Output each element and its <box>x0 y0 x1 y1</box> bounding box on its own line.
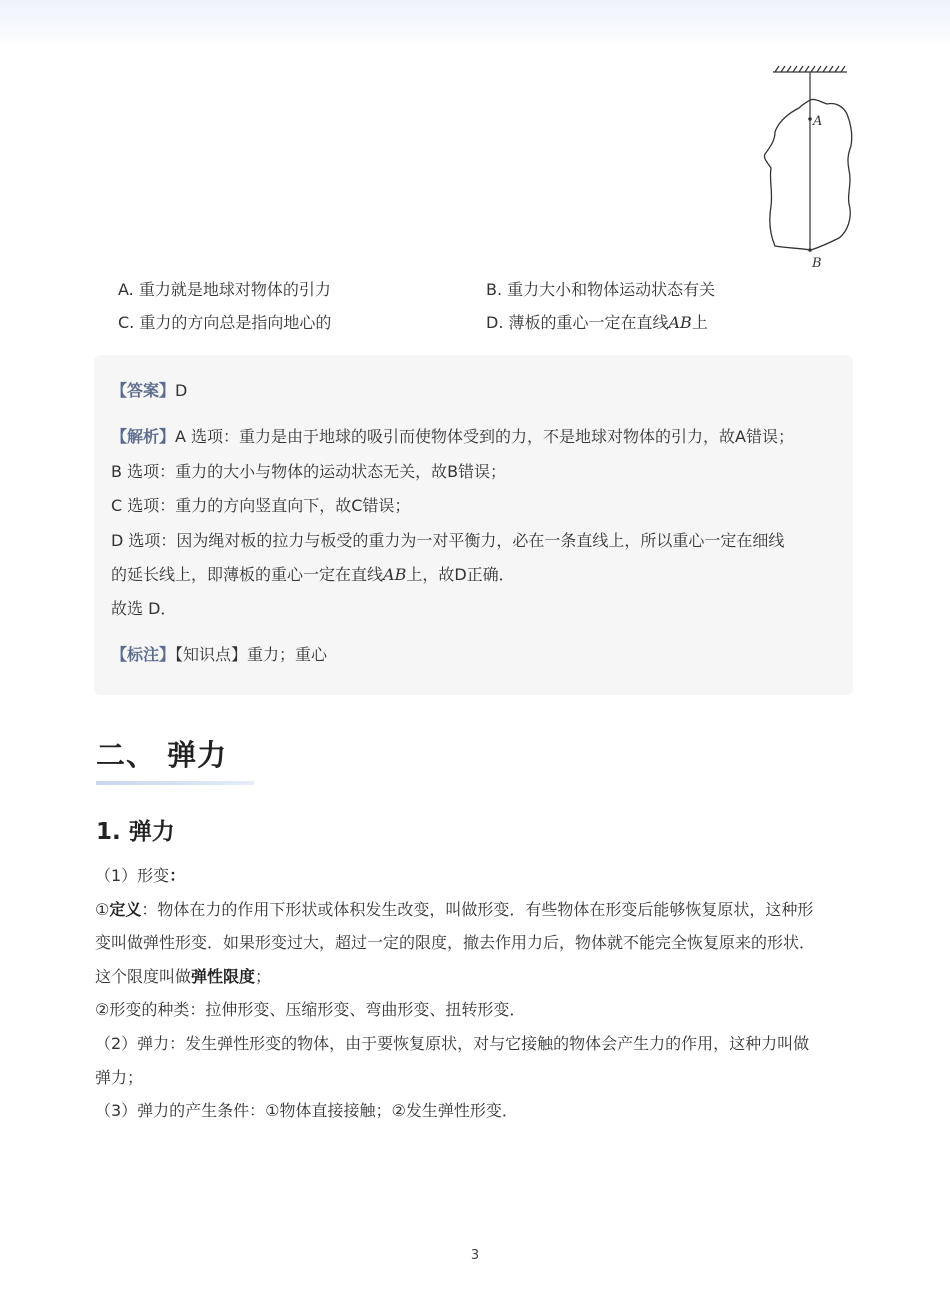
subsection-title: 1. 弹力 <box>96 819 175 845</box>
section-underline <box>96 781 254 785</box>
content-line-4 <box>95 967 271 987</box>
analysis-line-2: B 选项：重力的大小与物体的运动状态无关，故B错误； <box>111 462 507 481</box>
option-d <box>486 313 708 333</box>
answer-panel <box>94 355 853 695</box>
point-a <box>808 117 812 121</box>
content-line-2 <box>95 900 813 920</box>
page-number: 3 <box>470 1248 480 1263</box>
analysis-suffix-5: 上，故D正确． <box>406 565 515 584</box>
content-line-2-text: ：物体在力的作用下形状或体积发生改变，叫做形变．有些物体在形变后能够恢复原状，这种形 <box>141 900 814 919</box>
content-line-2-bold: 定义 <box>109 900 142 919</box>
content-line-1 <box>95 866 185 886</box>
content-line-4-text: 这个限度叫做 <box>95 967 192 986</box>
content-line-7: 弹力； <box>95 1068 144 1087</box>
label-a: A <box>813 114 823 129</box>
answer-line <box>111 381 187 401</box>
label-b: B <box>812 256 822 271</box>
analysis-text-1: A 选项：重力是由于地球的吸引而使物体受到的力，不是地球对物体的引力，故A错误； <box>175 427 794 446</box>
section-title: 二、 弹力 <box>96 738 228 772</box>
content-line-6: （2）弹力：发生弹性形变的物体，由于要恢复原状，对与它接触的物体会产生力的作用，这种力叫做 <box>95 1034 810 1053</box>
content-line-4-bold: 弹性限度 <box>191 967 256 986</box>
analysis-line-5 <box>111 565 515 585</box>
note-line <box>111 645 327 665</box>
option-b: B. 重力大小和物体运动状态有关 <box>486 280 716 299</box>
hanging-plate-figure <box>755 62 865 272</box>
analysis-line-1 <box>111 427 794 447</box>
ceiling-hatch <box>773 66 847 72</box>
analysis-line-3: C 选项：重力的方向竖直向下，故C错误； <box>111 496 411 515</box>
option-d-suffix: 上 <box>691 313 708 332</box>
analysis-line-4: D 选项：因为绳对板的拉力与板受的重力为一对平衡力，必在一条直线上，所以重心一定在细线 <box>111 531 785 550</box>
analysis-math-5: AB <box>383 565 407 584</box>
analysis-text-5: 的延长线上，即薄板的重心一定在直线 <box>111 565 384 584</box>
option-d-text: D. 薄板的重心一定在直线 <box>486 313 669 332</box>
option-a: A. 重力就是地球对物体的引力 <box>118 280 331 299</box>
note-value: 【知识点】重力；重心 <box>175 645 328 664</box>
answer-tag: 【答案】 <box>111 381 176 400</box>
content-line-3: 变叫做弹性形变．如果形变过大，超过一定的限度，撤去作用力后，物体就不能完全恢复原来的形状． <box>95 933 816 952</box>
content-line-5: ②形变的种类：拉伸形变、压缩形变、弯曲形变、扭转形变． <box>95 1000 526 1019</box>
top-header-band <box>0 0 950 46</box>
point-b <box>808 248 812 252</box>
option-d-math: AB <box>668 313 692 332</box>
content-line-1-text: （1）形变 <box>95 866 170 885</box>
content-line-8: （3）弹力的产生条件：①物体直接接触；②发生弹性形变． <box>95 1101 518 1120</box>
analysis-tag: 【解析】 <box>111 427 176 446</box>
answer-value: D <box>175 381 188 400</box>
plate-outline <box>764 99 851 250</box>
note-tag: 【标注】 <box>111 645 176 664</box>
content-line-1-colon: ： <box>169 866 186 885</box>
content-line-4-suffix: ； <box>255 967 272 986</box>
analysis-line-6: 故选 D． <box>111 599 177 618</box>
content-line-2-num: ① <box>95 900 110 919</box>
option-c: C. 重力的方向总是指向地心的 <box>118 313 332 332</box>
